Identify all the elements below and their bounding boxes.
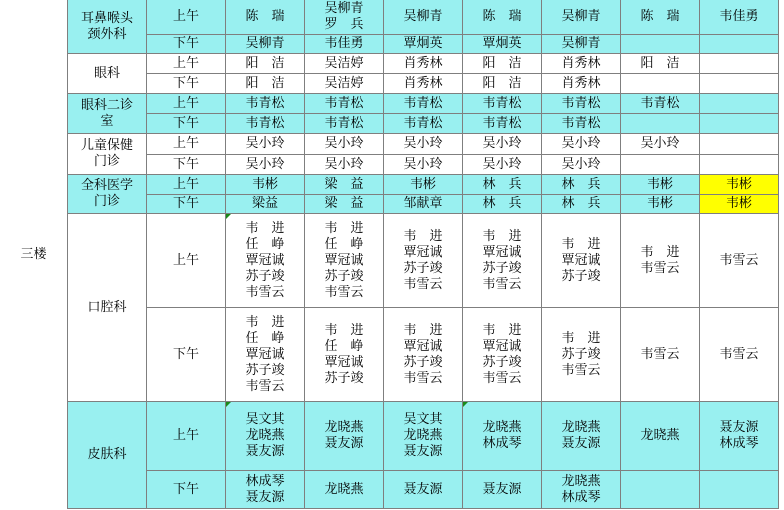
department-name: 眼科二诊 室 [68, 94, 147, 134]
period-label: 下午 [147, 74, 226, 94]
doctor-cell[interactable]: 吴小玲 [542, 155, 621, 175]
doctor-cell[interactable]: 阳 洁 [463, 54, 542, 74]
doctor-cell[interactable]: 韦 进 任 峥 覃冠诚 苏子竣 [305, 308, 384, 402]
doctor-cell[interactable]: 邹献章 [384, 195, 463, 214]
doctor-cell[interactable]: 吴柳青 罗 兵 [305, 0, 384, 35]
period-label: 下午 [147, 195, 226, 214]
doctor-cell[interactable]: 肖秀林 [384, 54, 463, 74]
doctor-cell[interactable]: 韦雪云 [700, 308, 779, 402]
doctor-cell[interactable]: 阳 洁 [463, 74, 542, 94]
period-label: 下午 [147, 471, 226, 509]
doctor-cell[interactable]: 韦雪云 [621, 308, 700, 402]
doctor-cell[interactable]: 龙晓燕 聂友源 [542, 402, 621, 471]
doctor-cell[interactable]: 肖秀林 [384, 74, 463, 94]
doctor-cell[interactable]: 吴小玲 [621, 134, 700, 155]
doctor-cell[interactable] [621, 114, 700, 134]
doctor-cell[interactable]: 阳 洁 [226, 74, 305, 94]
doctor-cell[interactable]: 韦雪云 [700, 214, 779, 308]
doctor-cell[interactable]: 韦青松 [384, 114, 463, 134]
doctor-cell[interactable]: 吴柳青 [542, 0, 621, 35]
doctor-cell[interactable]: 吴洁婷 [305, 74, 384, 94]
department-name: 耳鼻喉头 颈外科 [68, 0, 147, 54]
doctor-cell[interactable] [621, 471, 700, 509]
doctor-cell[interactable]: 吴文其 龙晓燕 聂友源 [226, 402, 305, 471]
doctor-cell[interactable]: 梁 益 [305, 195, 384, 214]
doctor-cell[interactable]: 肖秀林 [542, 74, 621, 94]
doctor-cell[interactable]: 阳 洁 [226, 54, 305, 74]
period-label: 上午 [147, 214, 226, 308]
period-label: 下午 [147, 114, 226, 134]
doctor-cell[interactable]: 吴小玲 [226, 155, 305, 175]
doctor-cell[interactable]: 韦青松 [542, 114, 621, 134]
doctor-cell[interactable]: 林 兵 [542, 175, 621, 195]
period-label: 下午 [147, 155, 226, 175]
doctor-cell[interactable]: 吴柳青 [384, 0, 463, 35]
doctor-cell[interactable]: 龙晓燕 林成琴 [542, 471, 621, 509]
doctor-cell[interactable]: 阳 洁 [621, 54, 700, 74]
doctor-cell[interactable]: 吴小玲 [384, 134, 463, 155]
doctor-cell[interactable]: 龙晓燕 [621, 402, 700, 471]
period-label: 上午 [147, 94, 226, 114]
doctor-cell[interactable]: 林成琴 聂友源 [226, 471, 305, 509]
doctor-cell[interactable]: 韦 进 覃冠诚 苏子竣 [542, 214, 621, 308]
doctor-cell[interactable]: 韦青松 [305, 94, 384, 114]
period-label: 下午 [147, 35, 226, 54]
doctor-cell[interactable] [700, 35, 779, 54]
doctor-cell[interactable]: 聂友源 [463, 471, 542, 509]
doctor-cell[interactable]: 聂友源 [384, 471, 463, 509]
doctor-cell[interactable]: 韦青松 [621, 94, 700, 114]
doctor-cell[interactable]: 韦彬 [700, 195, 779, 214]
doctor-cell[interactable] [700, 54, 779, 74]
period-label: 上午 [147, 134, 226, 155]
doctor-cell[interactable]: 陈 瑞 [621, 0, 700, 35]
doctor-cell[interactable]: 韦 进 苏子竣 韦雪云 [542, 308, 621, 402]
doctor-cell[interactable]: 覃炯英 [463, 35, 542, 54]
doctor-cell[interactable]: 吴小玲 [463, 134, 542, 155]
department-name: 全科医学 门诊 [68, 175, 147, 214]
doctor-cell[interactable] [700, 155, 779, 175]
doctor-cell[interactable] [700, 134, 779, 155]
doctor-cell[interactable] [700, 471, 779, 509]
doctor-cell[interactable]: 龙晓燕 聂友源 [305, 402, 384, 471]
doctor-cell[interactable]: 吴小玲 [305, 155, 384, 175]
doctor-cell[interactable] [621, 74, 700, 94]
doctor-cell[interactable]: 韦 进 韦雪云 [621, 214, 700, 308]
doctor-cell[interactable]: 梁 益 [305, 175, 384, 195]
doctor-cell[interactable]: 吴小玲 [542, 134, 621, 155]
period-label: 上午 [147, 402, 226, 471]
doctor-cell[interactable]: 韦青松 [463, 114, 542, 134]
doctor-cell[interactable]: 韦彬 [621, 175, 700, 195]
period-label: 上午 [147, 0, 226, 35]
doctor-cell[interactable]: 吴小玲 [226, 134, 305, 155]
doctor-cell[interactable]: 吴小玲 [463, 155, 542, 175]
doctor-cell[interactable]: 韦彬 [700, 175, 779, 195]
doctor-cell[interactable]: 吴小玲 [384, 155, 463, 175]
doctor-cell[interactable]: 韦 进 覃冠诚 苏子竣 韦雪云 [463, 308, 542, 402]
doctor-cell[interactable]: 韦 进 覃冠诚 苏子竣 韦雪云 [463, 214, 542, 308]
doctor-cell[interactable]: 韦青松 [384, 94, 463, 114]
department-name: 口腔科 [68, 214, 147, 402]
doctor-cell[interactable] [700, 114, 779, 134]
doctor-cell[interactable]: 韦青松 [305, 114, 384, 134]
doctor-cell[interactable]: 聂友源 林成琴 [700, 402, 779, 471]
doctor-cell[interactable]: 韦 进 任 峥 覃冠诚 苏子竣 韦雪云 [226, 214, 305, 308]
doctor-cell[interactable]: 韦青松 [542, 94, 621, 114]
period-label: 下午 [147, 308, 226, 402]
doctor-cell[interactable]: 韦彬 [226, 175, 305, 195]
doctor-cell[interactable]: 龙晓燕 林成琴 [463, 402, 542, 471]
doctor-cell[interactable]: 吴小玲 [305, 134, 384, 155]
doctor-cell[interactable]: 林 兵 [463, 195, 542, 214]
period-label: 上午 [147, 54, 226, 74]
doctor-cell[interactable] [700, 94, 779, 114]
doctor-cell[interactable] [700, 74, 779, 94]
doctor-cell[interactable]: 韦 进 任 峥 覃冠诚 苏子竣 韦雪云 [305, 214, 384, 308]
doctor-cell[interactable]: 吴柳青 [226, 35, 305, 54]
doctor-cell[interactable] [621, 155, 700, 175]
doctor-cell[interactable]: 吴柳青 [542, 35, 621, 54]
doctor-cell[interactable]: 韦青松 [226, 94, 305, 114]
doctor-cell[interactable]: 韦彬 [621, 195, 700, 214]
doctor-cell[interactable]: 林 兵 [542, 195, 621, 214]
department-name: 儿童保健 门诊 [68, 134, 147, 175]
doctor-cell[interactable]: 龙晓燕 [305, 471, 384, 509]
department-name: 眼科 [68, 54, 147, 94]
doctor-cell[interactable]: 肖秀林 [542, 54, 621, 74]
doctor-cell[interactable]: 陈 瑞 [226, 0, 305, 35]
doctor-cell[interactable]: 韦佳勇 [305, 35, 384, 54]
period-label: 上午 [147, 175, 226, 195]
doctor-cell[interactable]: 韦 进 覃冠诚 苏子竣 韦雪云 [384, 214, 463, 308]
doctor-cell[interactable]: 韦青松 [463, 94, 542, 114]
doctor-cell[interactable]: 吴文其 龙晓燕 聂友源 [384, 402, 463, 471]
department-name: 皮肤科 [68, 402, 147, 509]
doctor-cell[interactable]: 林 兵 [463, 175, 542, 195]
doctor-cell[interactable]: 韦彬 [384, 175, 463, 195]
doctor-cell[interactable]: 韦佳勇 [700, 0, 779, 35]
doctor-cell[interactable]: 韦青松 [226, 114, 305, 134]
doctor-cell[interactable]: 覃炯英 [384, 35, 463, 54]
doctor-cell[interactable]: 吴洁婷 [305, 54, 384, 74]
doctor-cell[interactable] [621, 35, 700, 54]
doctor-cell[interactable]: 韦 进 覃冠诚 苏子竣 韦雪云 [384, 308, 463, 402]
floor-label: 三楼 [0, 0, 68, 509]
doctor-cell[interactable]: 韦 进 任 峥 覃冠诚 苏子竣 韦雪云 [226, 308, 305, 402]
doctor-cell[interactable]: 陈 瑞 [463, 0, 542, 35]
doctor-cell[interactable]: 梁益 [226, 195, 305, 214]
